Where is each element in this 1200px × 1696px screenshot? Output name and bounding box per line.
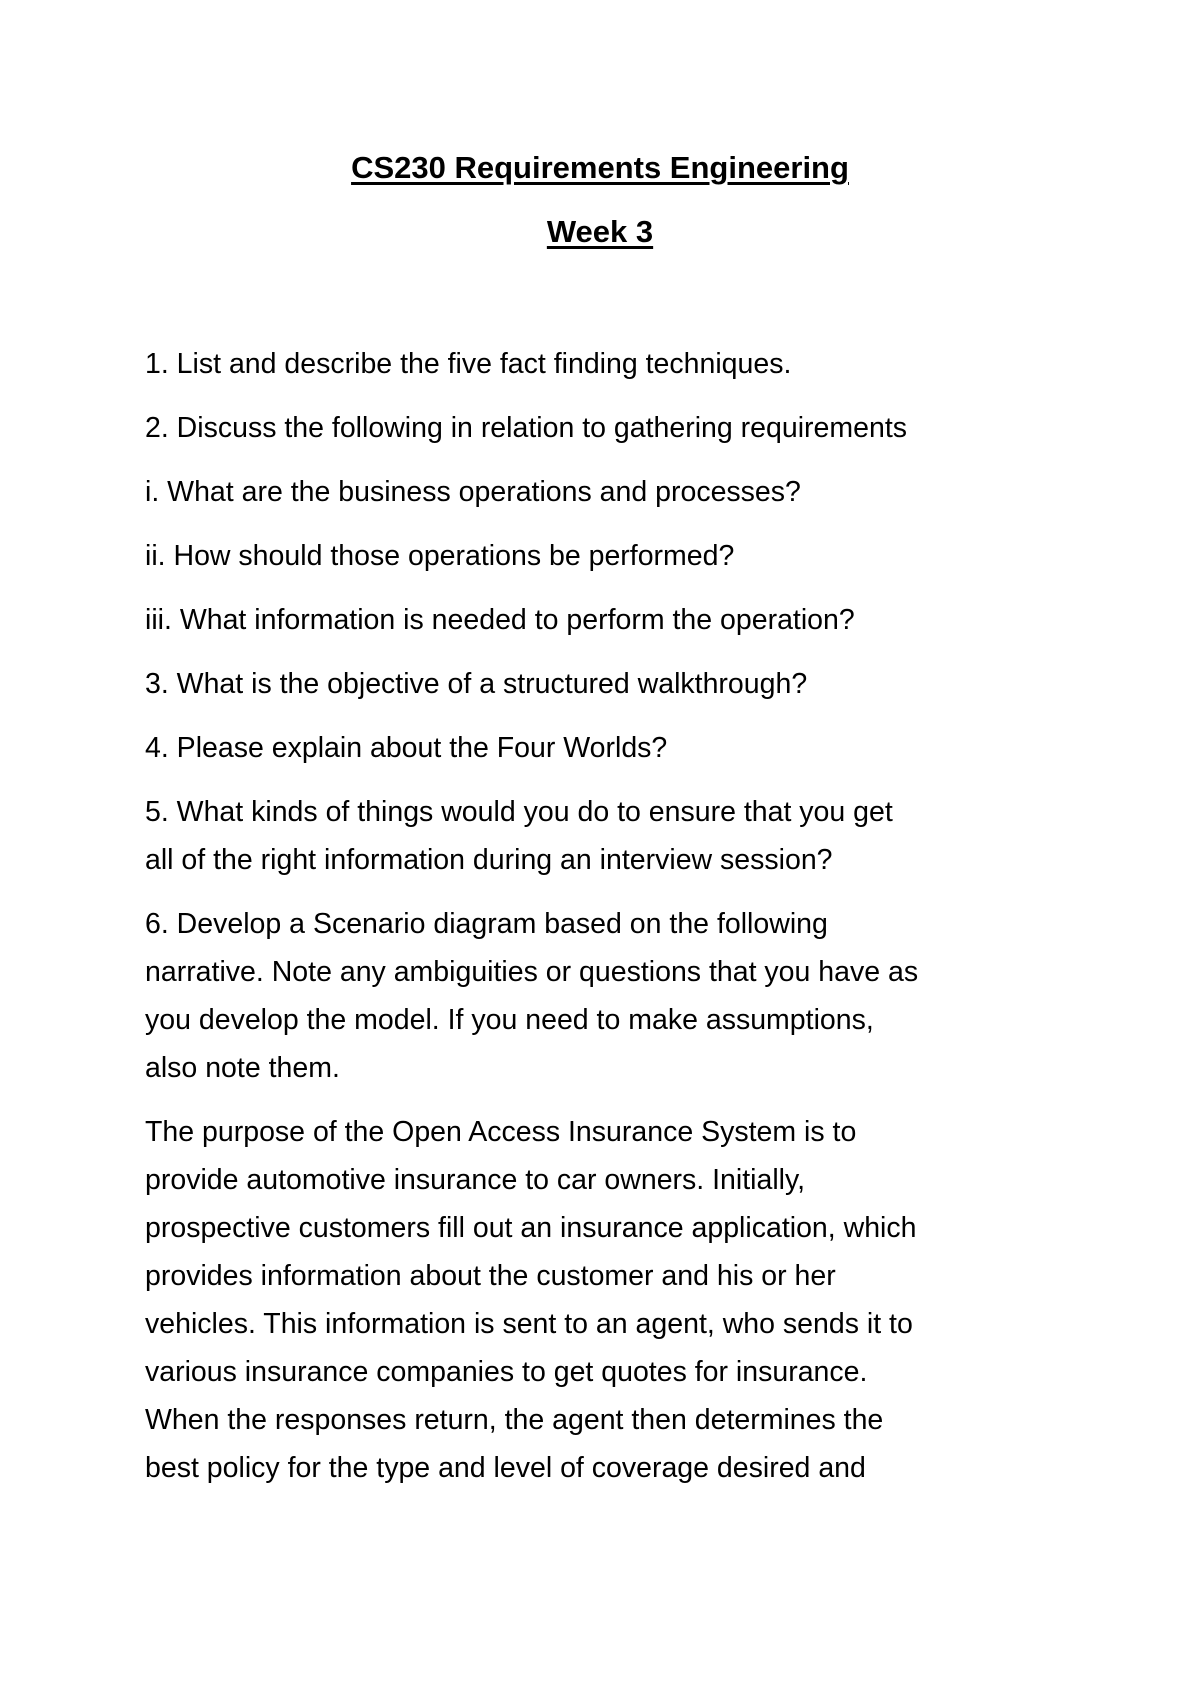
question-line: i. What are the business operations and processes?: [145, 476, 801, 508]
question-3: [145, 660, 1075, 708]
question-line: 2. Discuss the following in relation to gathering requirements: [145, 412, 907, 444]
question-line: 3. What is the objective of a structured walkthrough?: [145, 668, 808, 700]
question-line: 6. Develop a Scenario diagram based on the following: [145, 908, 828, 940]
question-2-subitem-i: [145, 468, 1075, 516]
page-subtitle: Week 3: [546, 214, 654, 249]
narrative-line: When the responses return, the agent then determines the: [145, 1404, 884, 1436]
question-4: [145, 724, 1075, 772]
page-title: CS230 Requirements Engineering: [351, 150, 849, 185]
question-line: also note them.: [145, 1052, 340, 1084]
narrative-line: various insurance companies to get quotes for insurance.: [145, 1356, 868, 1388]
document-body: [145, 340, 1075, 1508]
question-1: [145, 340, 1075, 388]
question-6: [145, 900, 1075, 1092]
narrative-line: best policy for the type and level of coverage desired and: [145, 1452, 866, 1484]
question-2-subitem-ii: [145, 532, 1075, 580]
question-line: narrative. Note any ambiguities or questions that you have as: [145, 956, 919, 988]
question-line: you develop the model. If you need to make assumptions,: [145, 1004, 874, 1036]
question-5: [145, 788, 1075, 884]
question-line: 5. What kinds of things would you do to ensure that you get: [145, 796, 893, 828]
narrative-paragraph: [145, 1108, 1075, 1492]
question-line: ii. How should those operations be performed?: [145, 540, 735, 572]
question-line: all of the right information during an interview session?: [145, 844, 833, 876]
question-2-subitem-iii: [145, 596, 1075, 644]
question-2: [145, 404, 1075, 452]
narrative-line: The purpose of the Open Access Insurance System is to: [145, 1116, 857, 1148]
narrative-line: vehicles. This information is sent to an agent, who sends it to: [145, 1308, 913, 1340]
narrative-line: provides information about the customer and his or her: [145, 1260, 836, 1292]
narrative-line: provide automotive insurance to car owners. Initially,: [145, 1164, 806, 1196]
narrative-line: prospective customers fill out an insurance application, which: [145, 1212, 917, 1244]
question-line: 4. Please explain about the Four Worlds?: [145, 732, 668, 764]
question-line: 1. List and describe the five fact finding techniques.: [145, 348, 792, 380]
question-line: iii. What information is needed to perform the operation?: [145, 604, 855, 636]
